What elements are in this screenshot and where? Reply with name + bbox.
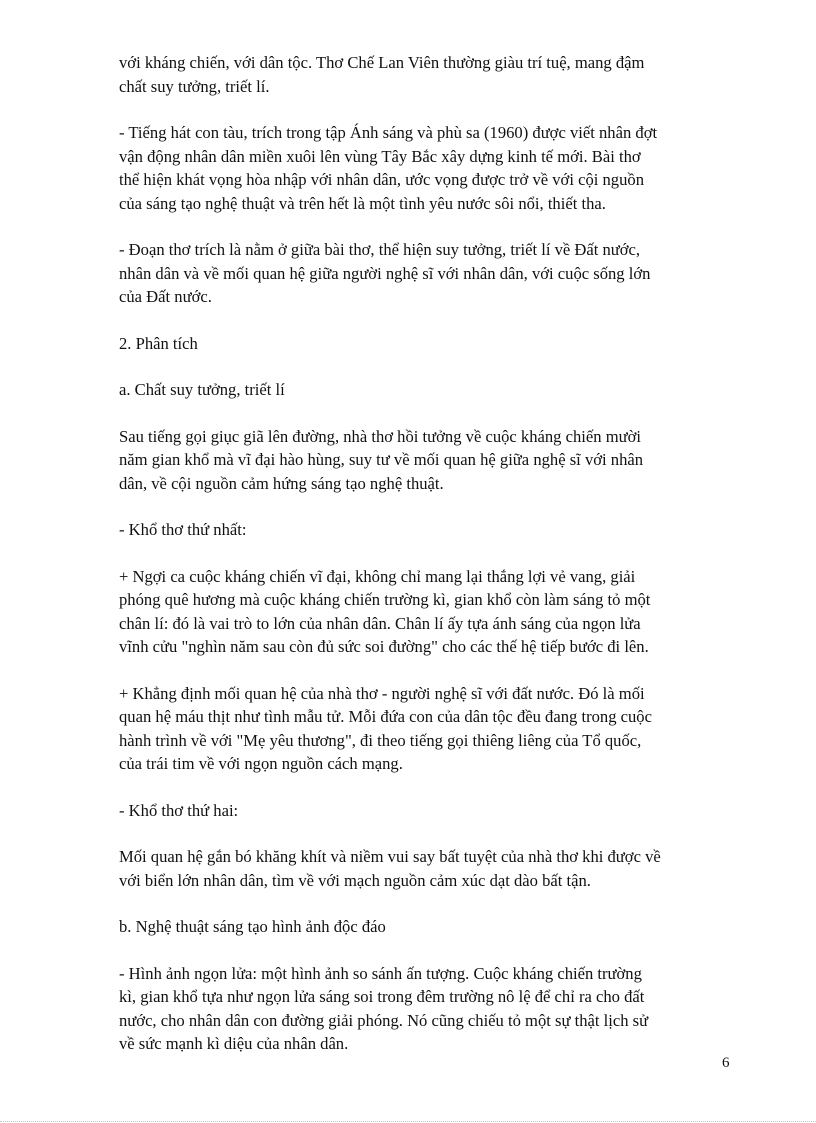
text-line: - Khổ thơ thứ hai:: [119, 800, 239, 820]
document-page: [119, 51, 739, 1079]
subsection-heading: [119, 378, 739, 402]
text-line: - Khổ thơ thứ nhất:: [119, 520, 247, 539]
text-line: nhân dân và về mối quan hệ giữa người nghệ sĩ với nhân dân, với cuộc sống lớn: [119, 263, 651, 283]
text-line: nước, cho nhân dân con đường giải phóng. Nó cũng chiếu tỏ một sự thật lịch sử: [119, 1010, 649, 1030]
text-line: với kháng chiến, với dân tộc. Thơ Chế Lan Viên thường giàu trí tuệ, mang đậm: [119, 53, 645, 72]
text-line: + Ngợi ca cuộc kháng chiến vĩ đại, không chỉ mang lại thắng lợi vẻ vang, giải: [119, 566, 636, 586]
text-line: - Đoạn thơ trích là nằm ở giữa bài thơ, thể hiện suy tưởng, triết lí về Đất nước,: [119, 240, 641, 259]
paragraph: [119, 799, 739, 823]
paragraph: [119, 121, 739, 215]
paragraph: [119, 565, 739, 659]
text-line: - Tiếng hát con tàu, trích trong tập Ánh sáng và phù sa (1960) được viết nhân đợt: [119, 123, 658, 142]
text-line: hành trình về với "Mẹ yêu thương", đi theo tiếng gọi thiêng liêng của Tổ quốc,: [119, 730, 642, 750]
text-line: của Đất nước.: [119, 287, 212, 306]
text-line: dân, về cội nguồn cảm hứng sáng tạo nghệ thuật.: [119, 473, 444, 493]
text-line: về sức mạnh kì diệu của nhân dân.: [119, 1034, 349, 1053]
text-line: vận động nhân dân miền xuôi lên vùng Tây Bắc xây dựng kinh tế mới. Bài thơ: [119, 146, 641, 166]
text-line: Mối quan hệ gắn bó khăng khít và niềm vui say bất tuyệt của nhà thơ khi được về: [119, 847, 661, 866]
section-heading: [119, 332, 739, 356]
text-line: của sáng tạo nghệ thuật và trên hết là một tình yêu nước sôi nổi, thiết tha.: [119, 193, 606, 213]
paragraph: [119, 682, 739, 776]
paragraph: [119, 51, 739, 98]
text-line: phóng quê hương mà cuộc kháng chiến trường kì, gian khổ còn làm sáng tỏ một: [119, 590, 651, 609]
text-line: quan hệ máu thịt như tình mẫu tử. Mỗi đứa con của dân tộc đều đang trong cuộc: [119, 707, 652, 726]
text-line: thể hiện khát vọng hòa nhập với nhân dân, ước vọng được trở về với cội nguồn: [119, 170, 644, 189]
text-line: + Khẳng định mối quan hệ của nhà thơ - người nghệ sĩ với đất nước. Đó là mối: [119, 683, 645, 703]
text-line: chân lí: đó là vai trò to lớn của nhân dân. Chân lí ấy tựa ánh sáng của ngọn lửa: [119, 613, 641, 633]
text-line: 2. Phân tích: [119, 333, 198, 353]
text-line: với biển lớn nhân dân, tìm về với mạch nguồn cảm xúc dạt dào bất tận.: [119, 870, 591, 890]
subsection-heading: [119, 915, 739, 939]
paragraph: [119, 518, 739, 542]
page-bottom-divider: [0, 1121, 816, 1122]
paragraph: [119, 425, 739, 496]
paragraph: [119, 238, 739, 309]
paragraph: [119, 845, 739, 892]
text-line: kì, gian khổ tựa như ngọn lửa sáng soi trong đêm trường nô lệ để chỉ ra cho đất: [119, 987, 645, 1006]
text-line: chất suy tưởng, triết lí.: [119, 76, 270, 96]
text-line: của trái tim về với ngọn nguồn cách mạng.: [119, 754, 403, 773]
text-line: - Hình ảnh ngọn lửa: một hình ảnh so sánh ấn tượng. Cuộc kháng chiến trường: [119, 963, 642, 983]
page-number: 6: [722, 1055, 730, 1071]
text-line: năm gian khổ mà vĩ đại hào hùng, suy tư về mối quan hệ giữa nghệ sĩ với nhân: [119, 450, 644, 469]
text-line: a. Chất suy tưởng, triết lí: [119, 380, 285, 399]
text-line: Sau tiếng gọi giục giã lên đường, nhà thơ hồi tưởng về cuộc kháng chiến mười: [119, 426, 641, 446]
text-line: b. Nghệ thuật sáng tạo hình ảnh độc đáo: [119, 917, 386, 936]
text-line: vĩnh cửu "nghìn năm sau còn đủ sức soi đường" cho các thế hệ tiếp bước đi lên.: [119, 637, 649, 656]
paragraph: [119, 962, 739, 1056]
